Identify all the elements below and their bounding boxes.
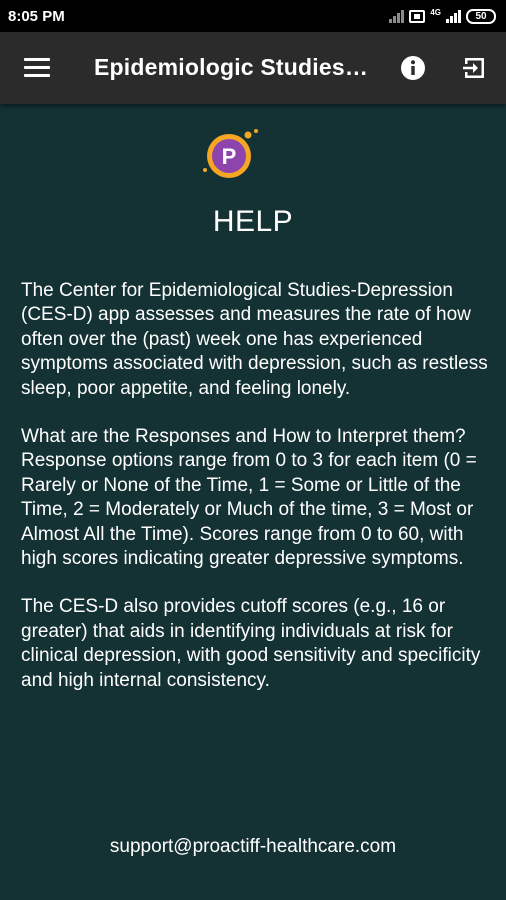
page-title: HELP	[212, 205, 294, 238]
exit-icon[interactable]	[461, 55, 487, 81]
signal-strong-icon	[446, 9, 461, 23]
support-email-link[interactable]: support@proactiff-healthcare.com	[109, 836, 397, 857]
status-time: 8:05 PM	[8, 7, 65, 25]
status-icons	[389, 9, 496, 24]
help-paragraph: What are the Responses and How to Interpret them? Response options range from 0 to 3 for each item (0 = Rarely or None of the Time, 1 = Some or Little of the Time, 2 = Moderately or Much of the time, 3 = Most or Almost All the Time). Scores range from 0 to 60, with high scores indicating greater depressive symptoms.	[21, 426, 477, 570]
network-type-label: 4G	[430, 8, 441, 17]
menu-icon[interactable]	[24, 58, 50, 78]
help-paragraph: The Center for Epidemiological Studies-Depression (CES-D) app assesses and measures the rate of how often over the (past) week one has experienced symptoms associated with depression, such as restless sleep, poor appetite, and feeling lonely.	[21, 280, 488, 399]
app-bar	[0, 32, 506, 104]
help-paragraph: The CES-D also provides cutoff scores (e.g., 16 or greater) that aids in identifying individuals at risk for clinical depression, with good sensitivity and specificity and high internal consistency.	[21, 596, 481, 691]
info-icon[interactable]	[400, 55, 426, 81]
notification-icon	[409, 10, 425, 23]
battery-icon	[466, 9, 496, 24]
app-logo	[201, 126, 263, 180]
status-bar	[0, 0, 506, 32]
signal-weak-icon	[389, 9, 404, 23]
logo-letter: P	[221, 144, 237, 169]
help-content	[21, 279, 491, 717]
battery-level: 50	[475, 10, 487, 22]
app-title: Epidemiologic Studies…	[94, 54, 369, 80]
